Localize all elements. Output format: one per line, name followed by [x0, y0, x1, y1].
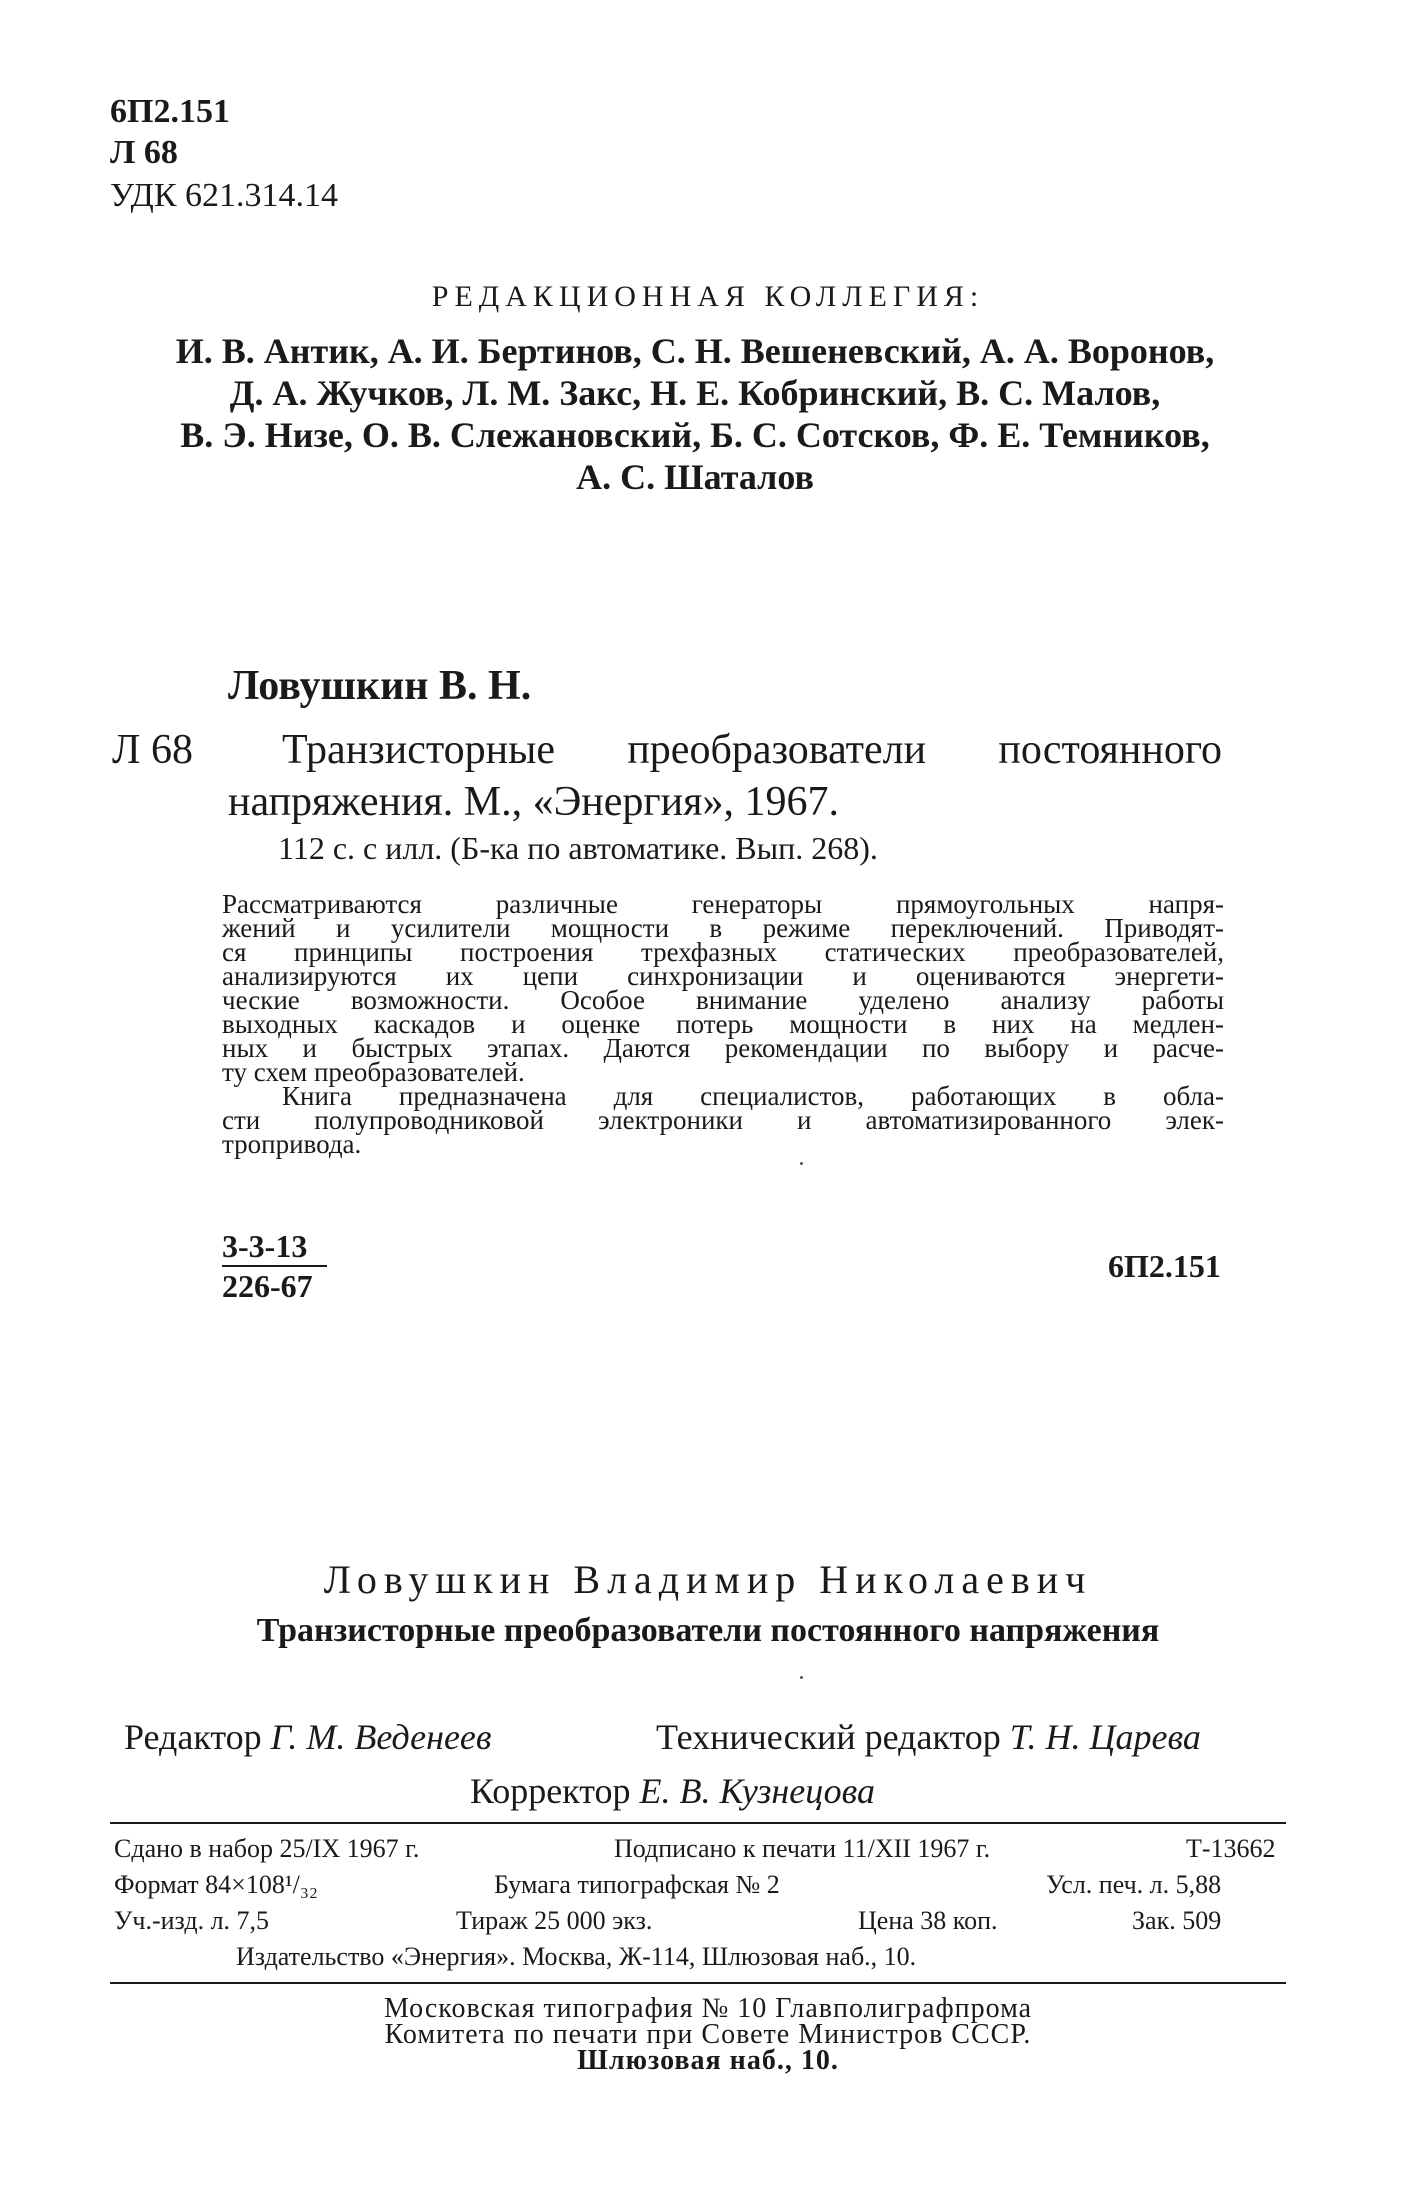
print-speck	[800, 1162, 803, 1165]
abstract-line: ных и быстрых этапах. Даются рекомендации по выбору и расче-	[222, 1033, 1224, 1063]
printer-line: Московская типография № 10 Главполиграфпрома	[383, 1993, 1033, 2024]
abstract-line: выходных каскадов и оценке потерь мощности в них на медлен-	[222, 1009, 1224, 1039]
abstract-line: жений и усилители мощности в режиме переключений. Приводят-	[222, 913, 1224, 943]
book-title-line: напряжения. М., «Энергия», 1967.	[228, 779, 839, 825]
tech-editor-label: Технический редактор	[656, 1717, 1001, 1757]
catalog-mark: Л 68	[112, 727, 193, 773]
classification-code-right: 6П2.151	[1108, 1248, 1221, 1284]
author-full-name: Ловушкин Владимир Николаевич	[323, 1557, 1093, 1602]
publisher-sheets: Уч.-изд. л. 7,5	[114, 1906, 270, 1935]
proofreader-name: Е. В. Кузнецова	[639, 1771, 876, 1811]
typeset-date: Сдано в набор 25/IX 1967 г.	[114, 1834, 420, 1863]
order-number: Зак. 509	[1132, 1906, 1222, 1935]
print-speck	[800, 1676, 803, 1679]
editor-credit	[124, 1716, 492, 1758]
printer-line: Комитета по печати при Совете Министров СССР.	[384, 2019, 1032, 2050]
author-name: Ловушкин В. Н.	[228, 663, 532, 709]
code-denominator: 226-67	[222, 1268, 313, 1304]
board-line: А. С. Шаталов	[576, 457, 814, 497]
abstract-line: анализируются их цепи синхронизации и оцениваются энергети-	[222, 961, 1224, 991]
fraction-rule	[222, 1265, 327, 1267]
editorial-board-heading: РЕДАКЦИОННАЯ КОЛЛЕГИЯ:	[431, 280, 985, 313]
abstract-line: ческие возможности. Особое внимание уделено анализу работы	[222, 985, 1224, 1015]
signed-date: Подписано к печати 11/XII 1967 г.	[614, 1834, 991, 1863]
printer-block	[0, 1993, 1416, 2076]
board-line: В. Э. Низе, О. В. Слежановский, Б. С. Сотсков, Ф. Е. Темников,	[180, 415, 1210, 455]
price: Цена 38 коп.	[858, 1906, 998, 1935]
abstract-line: Книга предназначена для специалистов, работающих в обла-	[282, 1081, 1224, 1111]
proofreader-credit	[470, 1770, 875, 1812]
printer-line: Шлюзовая наб., 10.	[577, 2045, 839, 2076]
tech-editor-name: Т. Н. Царева	[1009, 1717, 1201, 1757]
colophon-book-title: Транзисторные преобразователи постоянного напряжения	[256, 1612, 1160, 1649]
board-line: Д. А. Жучков, Л. М. Закс, Н. Е. Кобринский, В. С. Малов,	[229, 373, 1161, 413]
abstract-line: ту схем преобразователей.	[222, 1057, 525, 1087]
paper-type: Бумага типографская № 2	[494, 1870, 780, 1899]
editor-name: Г. М. Веденеев	[270, 1717, 492, 1757]
abstract-line: Рассматриваются различные генераторы прямоугольных напря-	[222, 889, 1224, 919]
publisher-address: Издательство «Энергия». Москва, Ж-114, Шлюзовая наб., 10.	[236, 1942, 917, 1971]
license-number: Т-13662	[1186, 1834, 1276, 1863]
book-title-line: Транзисторные преобразователи постоянного	[282, 727, 1222, 773]
abstract-line: сти полупроводниковой электроники и автоматизированного элек-	[222, 1105, 1224, 1135]
abstract-line: тропривода.	[222, 1129, 362, 1159]
editor-label: Редактор	[124, 1717, 262, 1757]
rule-top	[110, 1822, 1286, 1824]
print-run: Тираж 25 000 экз.	[456, 1906, 653, 1935]
board-line: И. В. Антик, А. И. Бертинов, С. Н. Вешеневский, А. А. Воронов,	[175, 331, 1215, 371]
author-mark: Л 68	[110, 134, 178, 171]
code-numerator: 3-3-13	[222, 1228, 308, 1264]
printed-sheets: Усл. печ. л. 5,88	[1046, 1870, 1222, 1899]
tech-editor-credit	[656, 1716, 1201, 1758]
udk-code: УДК 621.314.14	[110, 177, 339, 214]
pages-series: 112 с. с илл. (Б-ка по автоматике. Вып. 268).	[278, 830, 878, 866]
rule-bottom	[110, 1982, 1286, 1984]
classification-code: 6П2.151	[110, 93, 230, 130]
format: Формат 84×108¹/₃₂	[114, 1870, 318, 1899]
abstract-line: ся принципы построения трехфазных статических преобразователей,	[222, 937, 1224, 967]
proofreader-label: Корректор	[470, 1771, 631, 1811]
